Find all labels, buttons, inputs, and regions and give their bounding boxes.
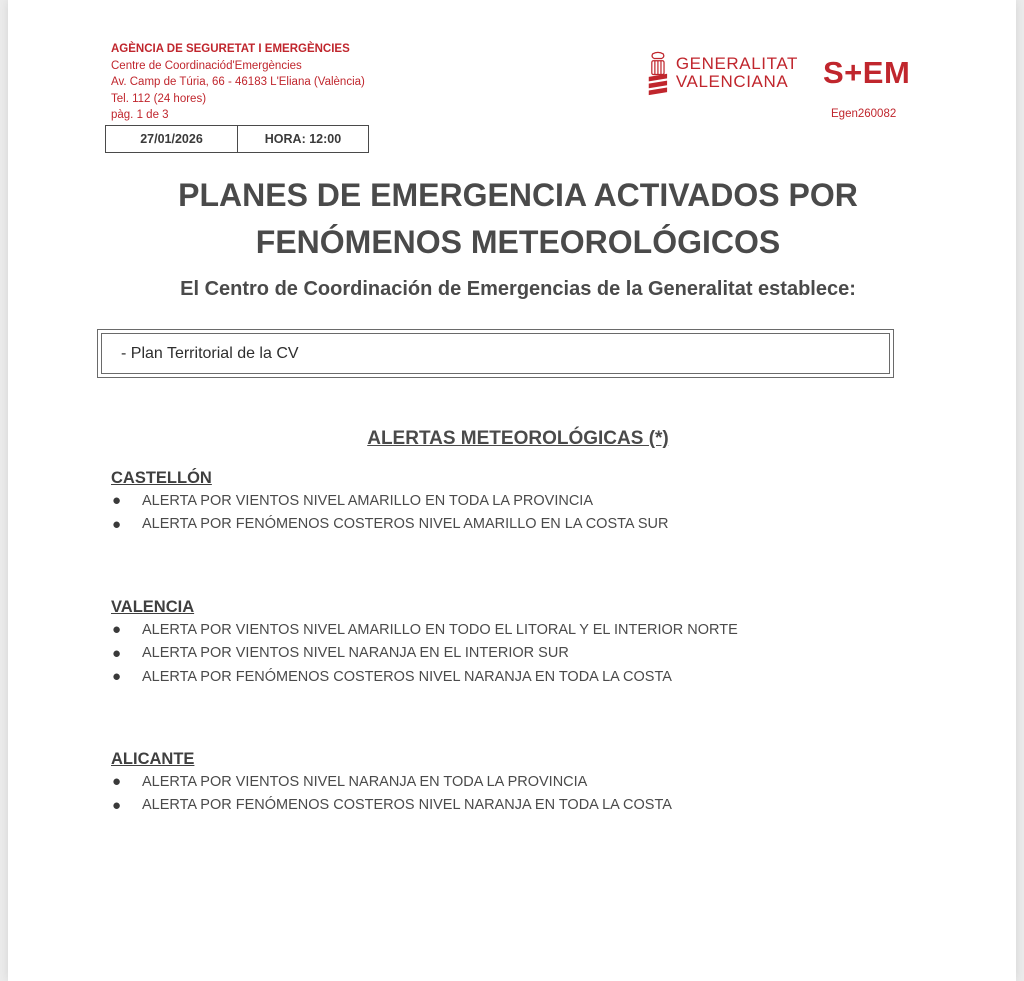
activated-plan-box (97, 329, 894, 378)
generalitat-emblem-icon (648, 44, 668, 102)
alerts-heading: ALERTAS METEOROLÓGICAS (*) (367, 428, 669, 449)
generalitat-line1: GENERALITAT (675, 54, 798, 73)
page-title-line2: FENÓMENOS METEOROLÓGICOS (255, 224, 781, 260)
agency-header (111, 41, 451, 124)
generalitat-line2: VALENCIANA (675, 72, 789, 91)
bullet-icon: ● (112, 796, 122, 814)
alert-text: ALERTA POR FENÓMENOS COSTEROS NIVEL NARANJA EN TODA LA COSTA (142, 797, 672, 814)
page-title-line1: PLANES DE EMERGENCIA ACTIVADOS POR (178, 177, 858, 213)
page-number: pàg. 1 de 3 (111, 109, 169, 121)
agency-name: AGÈNCIA DE SEGURETAT I EMERGÈNCIES (111, 43, 350, 55)
time-cell: HORA: 12:00 (264, 132, 342, 146)
alert-text: ALERTA POR VIENTOS NIVEL NARANJA EN TODA LA PROVINCIA (142, 773, 588, 790)
document-page (8, 0, 1016, 981)
alert-item (111, 665, 911, 689)
region-name: ALICANTE (111, 750, 195, 768)
alert-item (111, 513, 911, 537)
alert-text: ALERTA POR FENÓMENOS COSTEROS NIVEL AMARILLO EN LA COSTA SUR (142, 516, 669, 533)
region-castellon (111, 467, 911, 536)
reference-code: Egen260082 (831, 108, 897, 120)
agency-phone: Tel. 112 (24 hores) (111, 92, 207, 105)
agency-address: Av. Camp de Túria, 66 - 46183 L'Eliana (València) (111, 76, 365, 88)
alert-item (111, 794, 911, 818)
region-name: VALENCIA (111, 598, 195, 616)
bullet-icon: ● (112, 668, 122, 686)
bullet-icon: ● (112, 515, 122, 533)
alert-text: ALERTA POR VIENTOS NIVEL NARANJA EN EL INTERIOR SUR (142, 645, 569, 662)
coordination-center: Centre de Coordinaciód'Emergències (111, 59, 302, 72)
generalitat-wordmark (676, 55, 798, 91)
alert-text: ALERTA POR VIENTOS NIVEL AMARILLO EN TODO EL LITORAL Y EL INTERIOR NORTE (142, 621, 738, 638)
alert-item (111, 770, 911, 794)
alert-text: ALERTA POR FENÓMENOS COSTEROS NIVEL NARANJA EN TODA LA COSTA (142, 668, 672, 685)
region-name: CASTELLÓN (111, 469, 212, 487)
alert-text: ALERTA POR VIENTOS NIVEL AMARILLO EN TODA LA PROVINCIA (142, 492, 594, 509)
alert-item (111, 642, 911, 666)
bullet-icon: ● (112, 773, 122, 791)
alert-item (111, 618, 911, 642)
bullet-icon: ● (112, 621, 122, 639)
bullet-icon: ● (112, 644, 122, 662)
region-alicante (111, 748, 911, 817)
generalitat-logo (648, 43, 798, 103)
date-cell: 27/01/2026 (106, 126, 238, 152)
page-subtitle: El Centro de Coordinación de Emergencias de la Generalitat establece: (180, 278, 856, 300)
sem-logo: S+EM (823, 55, 911, 90)
date-time-box (105, 125, 369, 153)
alert-item (111, 489, 911, 513)
bullet-icon: ● (112, 492, 122, 510)
activated-plan-text: - Plan Territorial de la CV (101, 333, 890, 374)
region-valencia (111, 596, 911, 689)
